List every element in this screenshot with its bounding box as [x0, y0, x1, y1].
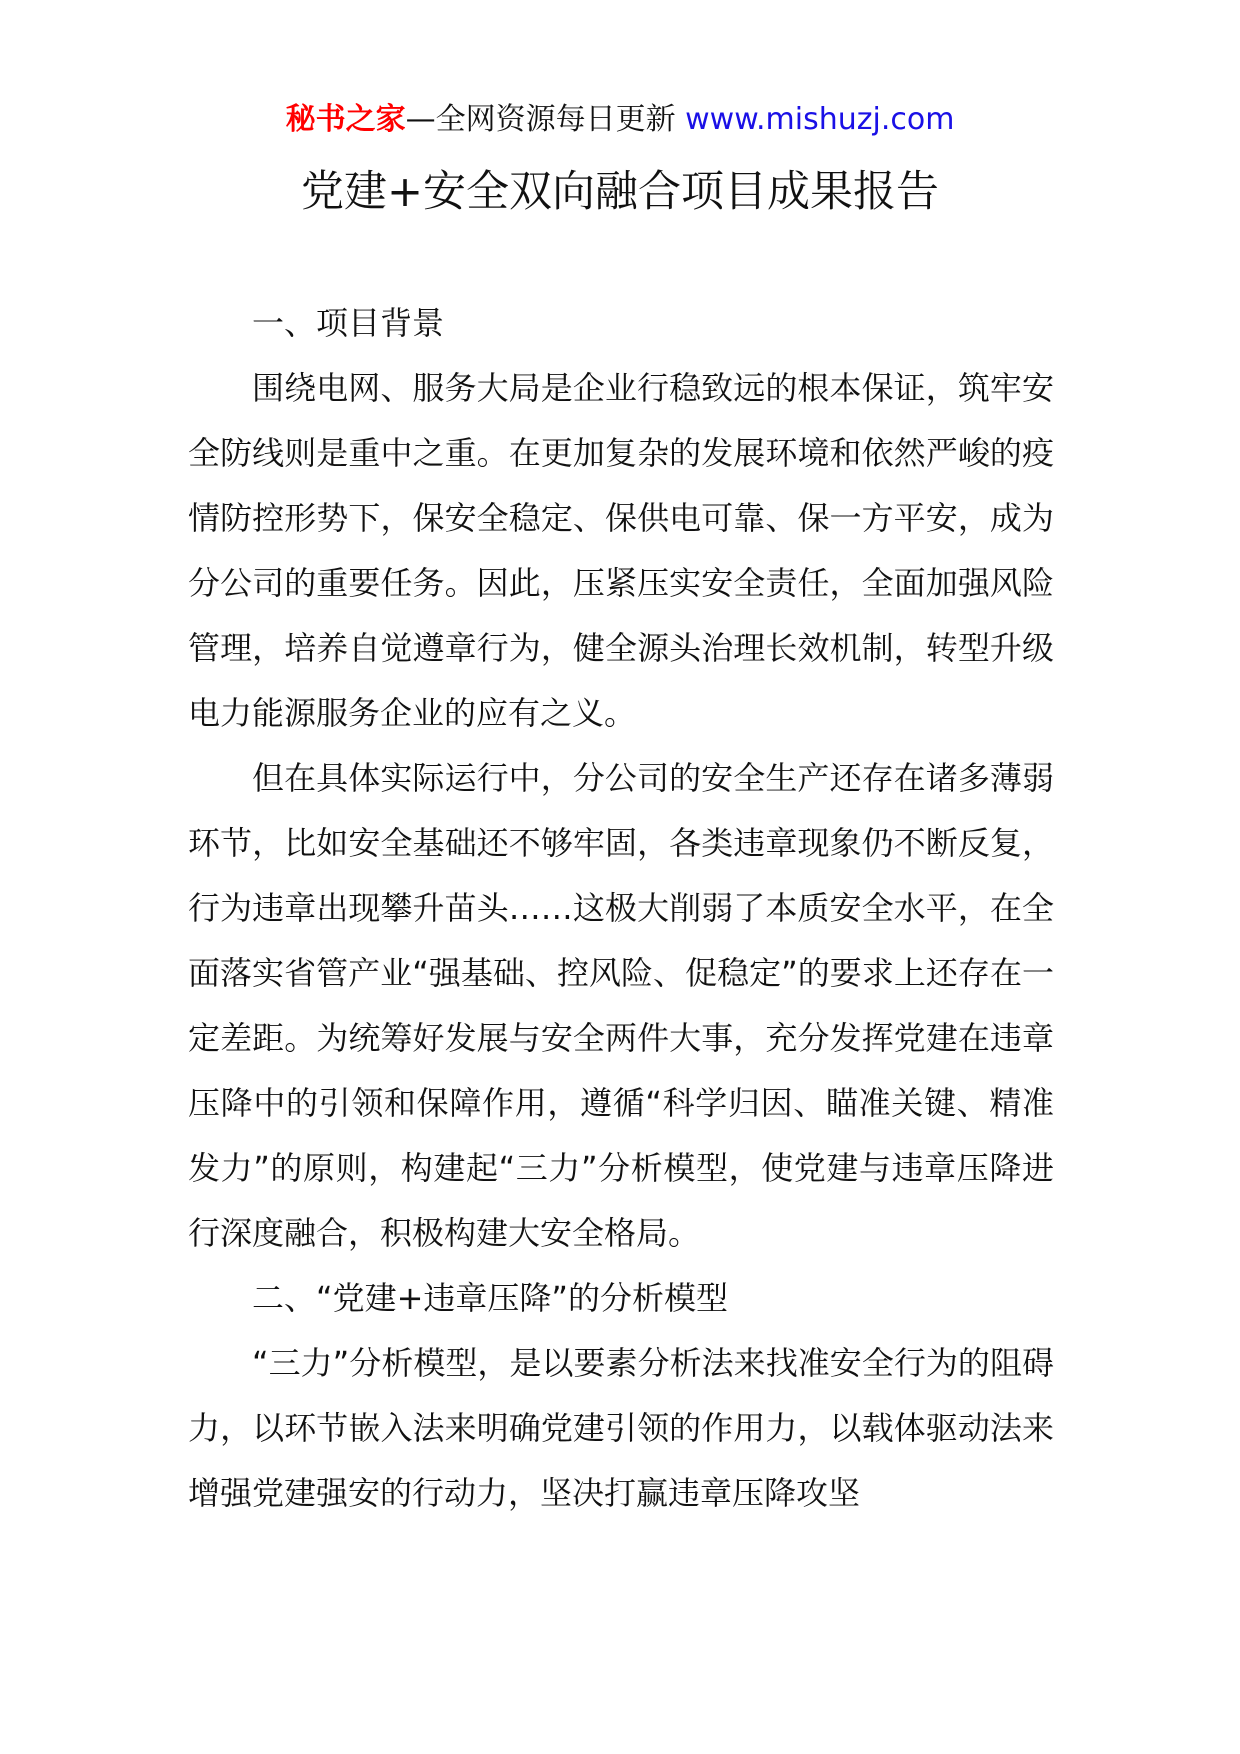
section-heading-model: 二、“党建+违章压降”的分析模型 — [252, 1279, 728, 1317]
document-body — [188, 291, 1054, 1526]
site-url-link[interactable]: www.mishuzj.com — [685, 102, 955, 137]
section-heading-background: 一、项目背景 — [252, 304, 445, 342]
brand-tagline: —全网资源每日更新 — [405, 102, 676, 137]
paragraph-model-1: “三力”分析模型，是以要素分析法来找准安全行为的阻碍力，以环节嵌入法来明确党建引领的作用力，以载体驱动法来增强党建强安的行动力，坚决打赢违章压降攻坚 — [188, 1344, 1054, 1512]
paragraph-background-1: 围绕电网、服务大局是企业行稳致远的根本保证，筑牢安全防线则是重中之重。在更加复杂的发展环境和依然严峻的疫情防控形势下，保安全稳定、保供电可靠、保一方平安，成为分公司的重要任务。因此，压紧压实安全责任，全面加强风险管理，培养自觉遵章行为，健全源头治理长效机制，转型升级电力能源服务企业的应有之义。 — [188, 369, 1054, 732]
brand-name: 秘书之家 — [285, 102, 406, 137]
site-banner — [0, 100, 1240, 140]
paragraph-background-2: 但在具体实际运行中，分公司的安全生产还存在诸多薄弱环节，比如安全基础还不够牢固，各类违章现象仍不断反复，行为违章出现攀升苗头……这极大削弱了本质安全水平，在全面落实省管产业“强基础、控风险、促稳定”的要求上还存在一定差距。为统筹好发展与安全两件大事，充分发挥党建在违章压降中的引领和保障作用，遵循“科学归因、瞄准关键、精准发力”的原则，构建起“三力”分析模型，使党建与违章压降进行深度融合，积极构建大安全格局。 — [188, 759, 1054, 1252]
document-title: 党建+安全双向融合项目成果报告 — [300, 167, 940, 217]
